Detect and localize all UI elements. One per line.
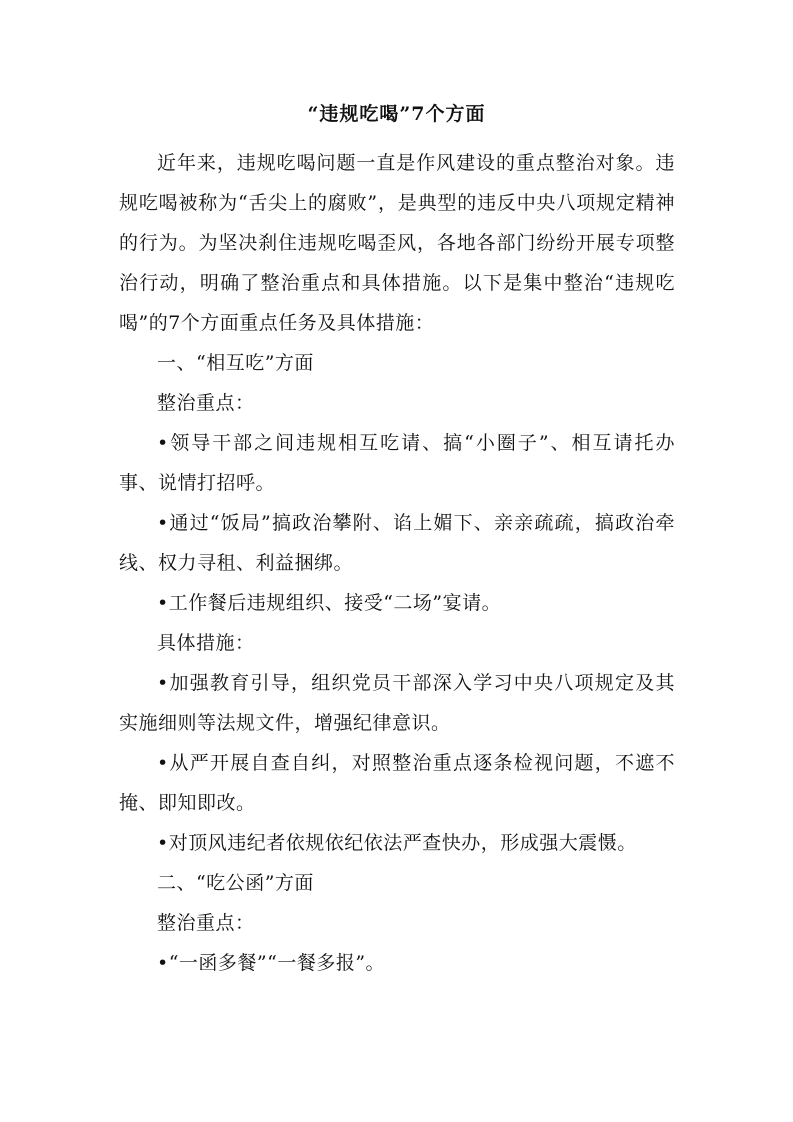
subheading-measures-1: 具体措施： bbox=[157, 632, 255, 654]
bullet-item: •工作餐后违规组织、接受“二场”宴请。 bbox=[157, 592, 502, 614]
document-title: “违规吃喝”7个方面 bbox=[307, 103, 486, 125]
document-body bbox=[119, 143, 675, 983]
intro-paragraph: 近年来，违规吃喝问题一直是作风建设的重点整治对象。违规吃喝被称为“舌尖上的腐败”，是典型的违反中央八项规定精神的行为。为坚决刹住违规吃喝歪风，各地各部门纷纷开展专项整治行动，明确了整治重点和具体措施。以下是集中整治“违规吃喝”的7个方面重点任务及具体措施： bbox=[119, 152, 675, 334]
bullet-item: •通过“饭局”搞政治攀附、谄上媚下、亲亲疏疏，搞政治牵线、权力寻租、利益捆绑。 bbox=[119, 512, 675, 574]
section-heading-2: 二、“吃公函”方面 bbox=[157, 872, 314, 894]
bullet-item: •从严开展自查自纠，对照整治重点逐条检视问题，不遮不掩、即知即改。 bbox=[119, 752, 675, 814]
subheading-focus-2: 整治重点： bbox=[157, 912, 255, 934]
bullet-item: •领导干部之间违规相互吃请、搞“小圈子”、相互请托办事、说情打招呼。 bbox=[119, 432, 675, 494]
subheading-focus-1: 整治重点： bbox=[157, 392, 255, 414]
bullet-item: •“一函多餐”“一餐多报”。 bbox=[157, 952, 386, 974]
bullet-item: •加强教育引导，组织党员干部深入学习中央八项规定及其实施细则等法规文件，增强纪律意识。 bbox=[119, 672, 675, 734]
section-heading-1: 一、“相互吃”方面 bbox=[157, 352, 314, 374]
bullet-item: •对顶风违纪者依规依纪依法严查快办，形成强大震慑。 bbox=[157, 832, 637, 854]
